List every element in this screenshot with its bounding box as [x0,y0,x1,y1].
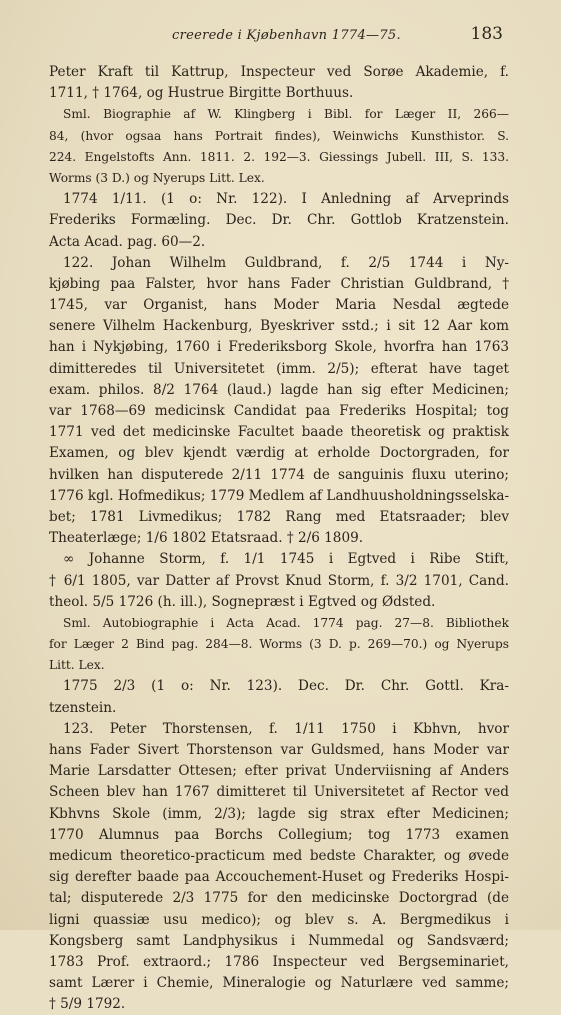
text-line: 1745, var Organist, hans Moder Maria Nesdal ægtede [49,297,509,314]
page-number: 183 [470,24,503,44]
text-line: 1771 ved det medicinske Facultet baade theoretisk og praktisk [49,424,509,441]
text-line: tzenstein. [49,699,117,716]
text-line: 1776 kgl. Hofmedikus; 1779 Medlem af Landhuusholdningsselska- [49,487,509,504]
text-line: Peter Kraft til Kattrup, Inspecteur ved Sorøe Akademie, f. [49,64,509,80]
text-line: Kongsberg samt Landphysikus i Nummedal og Sandsværd; [49,932,509,949]
text-line: Sml. Autobiographie i Acta Acad. 1774 pag. 27—8. Bibliothek [63,615,509,630]
text-line: Worms (3 D.) og Nyerups Litt. Lex. [49,170,265,185]
text-line: 1775 2/3 (1 o: Nr. 123). Dec. Dr. Chr. Gottl. Kra- [63,678,509,695]
text-line: theol. 5/5 1726 (h. ill.), Sognepræst i Egtved og Ødsted. [49,593,436,610]
text-line: senere Vilhelm Hackenburg, Byeskriver sstd.; i sit 12 Aar kom [49,318,509,335]
text-line: var 1768—69 medicinsk Candidat paa Frederiks Hospital; tog [49,403,509,419]
text-line: Theaterlæge; 1/6 1802 Etatsraad. † 2/6 1809. [49,530,364,547]
text-line: 224. Engelstofts Ann. 1811. 2. 192—3. Giessings Jubell. III, S. 133. [49,149,509,164]
text-line: 123. Peter Thorstensen, f. 1/11 1750 i Kbhvn, hvor [63,720,509,737]
text-line: Acta Acad. pag. 60—2. [49,233,206,250]
text-line: ∞ Johanne Storm, f. 1/1 1745 i Egtved i Ribe Stift, [63,551,509,568]
text-line: 122. Johan Wilhelm Guldbrand, f. 2/5 1744 i Ny- [63,254,509,271]
text-line: bet; 1781 Livmedikus; 1782 Rang med Etatsraader; blev [49,508,509,525]
text-line: 1770 Alumnus paa Borchs Collegium; tog 1773 examen [49,826,509,843]
text-line: dimitteredes til Universitetet (imm. 2/5); efterat have taget [49,360,509,377]
page-header [52,24,503,48]
text-line: 1774 1/11. (1 o: Nr. 122). I Anledning af Arveprinds [63,191,509,208]
text-line: samt Lærer i Chemie, Mineralogie og Naturlære ved samme; [49,975,509,992]
text-line: tal; disputerede 2/3 1775 for den medicinske Doctorgrad (de [49,890,509,907]
text-line: 84, (hvor ogsaa hans Portrait findes), Weinwichs Kunsthistor. S. [49,128,509,143]
text-line: han i Nykjøbing, 1760 i Frederiksborg Skole, hvorfra han 1763 [49,339,509,356]
text-line: exam. philos. 8/2 1764 (laud.) lagde han sig efter Medicinen; [49,381,509,398]
text-line: † 6/1 1805, var Datter af Provst Knud Storm, f. 3/2 1701, Cand. [49,572,509,589]
text-line: 1783 Prof. extraord.; 1786 Inspecteur ved Bergseminariet, [49,953,509,970]
text-line: ligni quassiæ usu medico); og blev s. A. Bergmedikus i [49,911,509,928]
text-line: sig derefter baade paa Accouchement-Huset og Frederiks Hospi- [49,869,509,886]
text-line: Kbhvns Skole (imm, 2/3); lagde sig strax efter Medicinen; [49,805,509,822]
text-line: Litt. Lex. [49,658,105,673]
text-line: † 5/9 1792. [49,996,126,1013]
text-line: Frederiks Formæling. Dec. Dr. Chr. Gottlob Kratzenstein. [49,212,509,229]
text-line: hvilken han disputerede 2/11 1774 de sanguinis fluxu uterino; [49,466,509,483]
text-line: 1711, † 1764, og Hustrue Birgitte Borthuus. [49,85,354,102]
text-line: medicum theoretico-practicum med bedste Charakter, og øvede [49,847,509,864]
running-title: creerede i Kjøbenhavn 1774—75. [172,28,401,43]
page-body [49,62,509,1015]
text-line: Scheen blev han 1767 dimitteret til Universitetet af Rector ved [49,784,509,801]
text-line: Sml. Biographie af W. Klingberg i Bibl. for Læger II, 266— [63,107,509,122]
text-line: kjøbing paa Falster, hvor hans Fader Christian Guldbrand, † [49,275,509,292]
text-line: hans Fader Sivert Thorstenson var Guldsmed, hans Moder var [49,742,509,758]
text-line: Examen, og blev kjendt værdig at erholde Doctorgraden, for [49,445,509,462]
text-line: Marie Larsdatter Ottesen; efter privat Underviisning af Anders [49,763,509,780]
text-line: for Læger 2 Bind pag. 284—8. Worms (3 D. p. 269—70.) og Nyerups [49,637,509,652]
